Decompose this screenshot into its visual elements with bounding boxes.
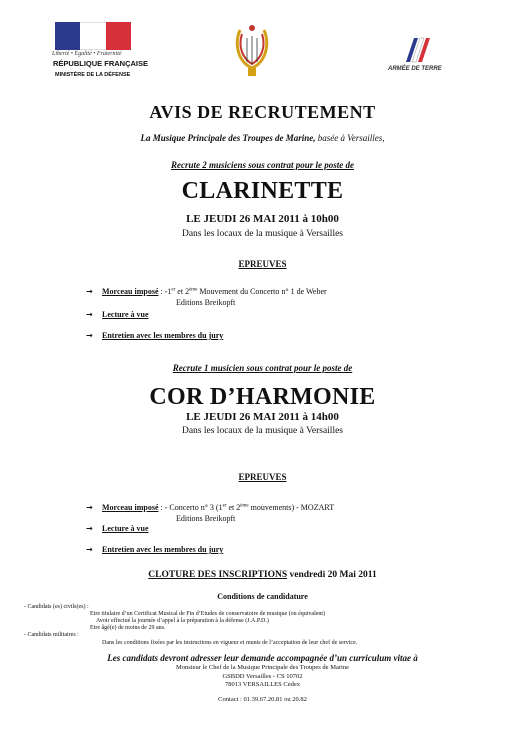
marianne-logo	[55, 22, 131, 50]
list-item	[86, 503, 334, 512]
entretien-label: Entretien avec les membres du jury	[102, 331, 224, 340]
morceau-rest: mouvements) - MOZART	[248, 503, 335, 512]
condition-line: Dans les conditions fixées par les instructions en vigueur et munis de l’acceptation de leur chef de service.	[102, 640, 358, 646]
sup-eme: ème	[189, 287, 198, 293]
arrow-right-icon: →	[86, 287, 93, 296]
date-clarinette: LE JEUDI 26 MAI 2011 à 10h00	[186, 213, 339, 225]
morceau-rest: Mouvement du Concerto n° 1 de Weber	[197, 287, 327, 296]
cloture-label: CLOTURE DES INSCRIPTIONS	[148, 570, 288, 580]
republique-francaise: RÉPUBLIQUE FRANÇAISE	[53, 59, 149, 68]
address-line: 78013 VERSAILLES Cedex	[225, 681, 300, 688]
lecture-label: Lecture à vue	[102, 310, 149, 319]
page-title: AVIS DE RECRUTEMENT	[149, 102, 376, 122]
list-item	[86, 331, 223, 340]
arrow-right-icon: →	[86, 310, 93, 319]
date-cor: LE JEUDI 26 MAI 2011 à 14h00	[186, 411, 339, 423]
list-item	[86, 524, 149, 533]
instrument-clarinette: CLARINETTE	[181, 178, 344, 204]
condition-line: - Candidats militaires :	[24, 632, 79, 638]
cloture-inscriptions	[0, 570, 525, 580]
armee-de-terre-label: ARMÉE DE TERRE	[388, 66, 442, 72]
sup-er: er	[222, 503, 227, 509]
morceau-mid: et 2	[226, 503, 241, 512]
contact-text: Contact : 01.39.67.20.81 ou 20.82	[218, 696, 307, 703]
republic-motto: Liberté • Égalité • Fraternité	[52, 51, 122, 57]
morceau-mid: et 2	[175, 287, 190, 296]
morceau-pre: : - Concerto n° 3 (1	[158, 503, 223, 512]
list-item	[86, 310, 149, 319]
morceau-label: Morceau imposé	[102, 287, 159, 296]
condition-line: Etre titulaire d’un Certificat Musical de Fin d’Etudes de conservatoire de musique (ou équivalent)	[90, 611, 326, 617]
morceau-pre: : -1	[158, 287, 172, 296]
arrow-right-icon: →	[86, 545, 93, 554]
address-line: GSBDD Versailles - CS 10702	[222, 673, 303, 680]
list-item	[86, 287, 327, 296]
condition-line: Avoir effectué la journée d’appel à la préparation à la défense (J.A.P.D.)	[96, 618, 269, 624]
cloture-date: vendredi 20 Mai 2011	[287, 570, 377, 580]
lecture-label: Lecture à vue	[102, 524, 149, 533]
arrow-right-icon: →	[86, 503, 93, 512]
location-clarinette: Dans les locaux de la musique à Versailles	[181, 229, 344, 239]
list-item	[86, 545, 223, 554]
conditions-title: Conditions de candidature	[217, 592, 308, 601]
morceau-label: Morceau imposé	[102, 503, 159, 512]
arrow-right-icon: →	[86, 331, 93, 340]
recrute-clarinette: Recrute 2 musiciens sous contrat pour le poste de	[170, 160, 354, 170]
instrument-cor: COR D’HARMONIE	[149, 384, 376, 410]
sup-er: er	[171, 287, 176, 293]
ministere-defense: MINISTÈRE DE LA DÉFENSE	[55, 72, 131, 78]
recrute-cor: Recrute 1 musicien sous contrat pour le poste de	[172, 363, 353, 373]
condition-line: Etre âgé(e) de moins de 29 ans.	[90, 625, 166, 631]
sup-eme: ème	[240, 503, 249, 509]
epreuves-clarinette: EPREUVES	[238, 259, 287, 269]
condition-line: - Candidats (es) civils(es) :	[24, 604, 89, 610]
editions-clarinette: Editions Breikopft	[176, 298, 236, 307]
editions-cor: Editions Breikopft	[176, 514, 236, 523]
demande-text: Les candidats devront adresser leur demande accompagnée d’un curriculum vitae à	[107, 653, 418, 663]
location-cor: Dans les locaux de la musique à Versailles	[181, 426, 344, 436]
epreuves-cor: EPREUVES	[238, 472, 287, 482]
address-line: Monsieur le Chef de la Musique Principale des Troupes de Marine	[176, 664, 349, 671]
subtitle-rest: basée à Versailles,	[315, 133, 385, 143]
arrow-right-icon: →	[86, 524, 93, 533]
armee-de-terre-logo-icon	[388, 34, 438, 64]
subtitle-italic: La Musique Principale des Troupes de Marine,	[140, 133, 316, 143]
subtitle	[0, 133, 525, 143]
entretien-label: Entretien avec les membres du jury	[102, 545, 224, 554]
lyre-emblem-icon	[232, 24, 272, 82]
